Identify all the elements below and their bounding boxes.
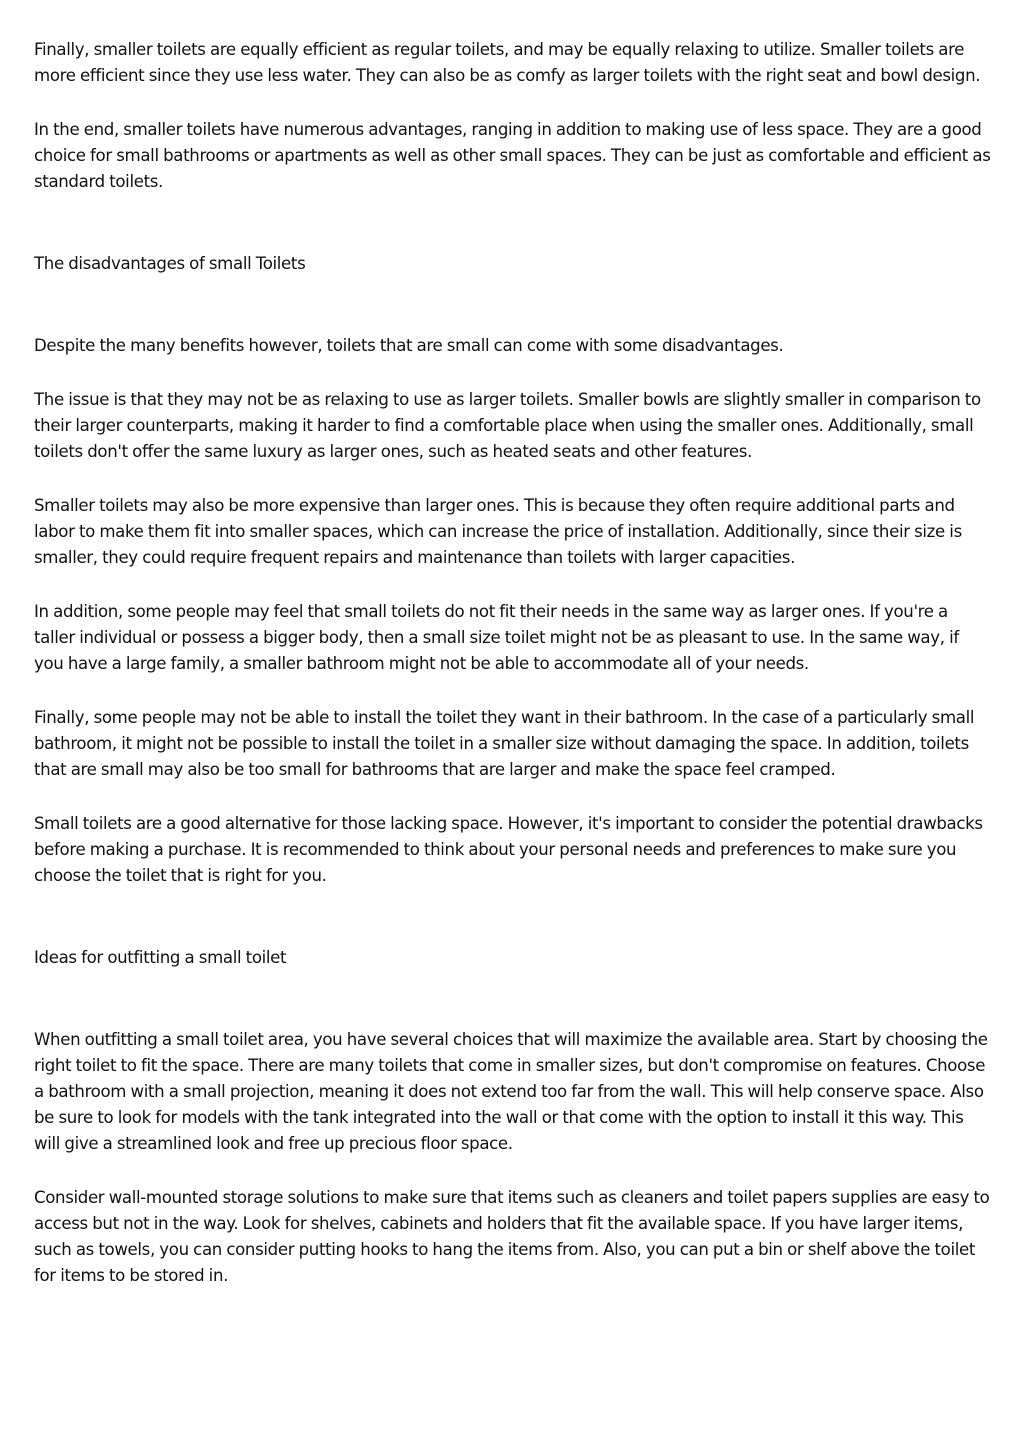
document-body (34, 37, 992, 1289)
paragraph-cost-issue: Smaller toilets may also be more expensive than larger ones. This is because they often require additional parts and labor to make them fit into smaller spaces, which can increase the price of installation. Additionally, since their size is smaller, they could require frequent repairs and maintenance than toilets with larger capacities. (34, 496, 962, 567)
paragraph-advantages-summary: In the end, smaller toilets have numerous advantages, ranging in addition to making use of less space. They are a good choice for small bathrooms or apartments as well as other small spaces. They can be just as comfortable and efficient as standard toilets. (34, 120, 991, 191)
paragraph-comfort-issue: The issue is that they may not be as relaxing to use as larger toilets. Smaller bowls are slightly smaller in comparison to their larger counterparts, making it harder to find a comfortable place when using the smaller ones. Additionally, small toilets don't offer the same luxury as larger ones, such as heated seats and other features. (34, 390, 981, 461)
paragraph-choosing-toilet: When outfitting a small toilet area, you have several choices that will maximize the available area. Start by choosing the right toilet to fit the space. There are many toilets that come in smaller sizes, but don't compromise on features. Choose a bathroom with a small projection, meaning it does not extend too far from the wall. This will help conserve space. Also be sure to look for models with the tank integrated into the wall or that come with the option to install it this way. This will give a streamlined look and free up precious floor space. (34, 1030, 988, 1153)
paragraph-fit-issue: In addition, some people may feel that small toilets do not fit their needs in the same way as larger ones. If you're a taller individual or possess a bigger body, then a small size toilet might not be as pleasant to use. In the same way, if you have a large family, a smaller bathroom might not be able to accommodate all of your needs. (34, 602, 959, 673)
paragraph-storage-solutions: Consider wall-mounted storage solutions to make sure that items such as cleaners and toilet papers supplies are easy to access but not in the way. Look for shelves, cabinets and holders that fit the available space. If you have larger items, such as towels, you can consider putting hooks to hang the items from. Also, you can put a bin or shelf above the toilet for items to be stored in. (34, 1188, 990, 1285)
section-heading-disadvantages: The disadvantages of small Toilets (34, 254, 306, 273)
paragraph-installation-issue: Finally, some people may not be able to install the toilet they want in their bathroom. In the case of a particularly small bathroom, it might not be possible to install the toilet in a smaller size without damaging the space. In addition, toilets that are small may also be too small for bathrooms that are larger and make the space feel cramped. (34, 708, 975, 779)
paragraph-disadvantages-intro: Despite the many benefits however, toilets that are small can come with some disadvantages. (34, 336, 784, 355)
section-heading-ideas: Ideas for outfitting a small toilet (34, 948, 287, 967)
paragraph-efficiency: Finally, smaller toilets are equally efficient as regular toilets, and may be equally relaxing to utilize. Smaller toilets are more efficient since they use less water. They can also be as comfy as larger toilets with the right seat and bowl design. (34, 40, 981, 85)
paragraph-disadvantages-summary: Small toilets are a good alternative for those lacking space. However, it's important to consider the potential drawbacks before making a purchase. It is recommended to think about your personal needs and preferences to make sure you choose the toilet that is right for you. (34, 814, 983, 885)
